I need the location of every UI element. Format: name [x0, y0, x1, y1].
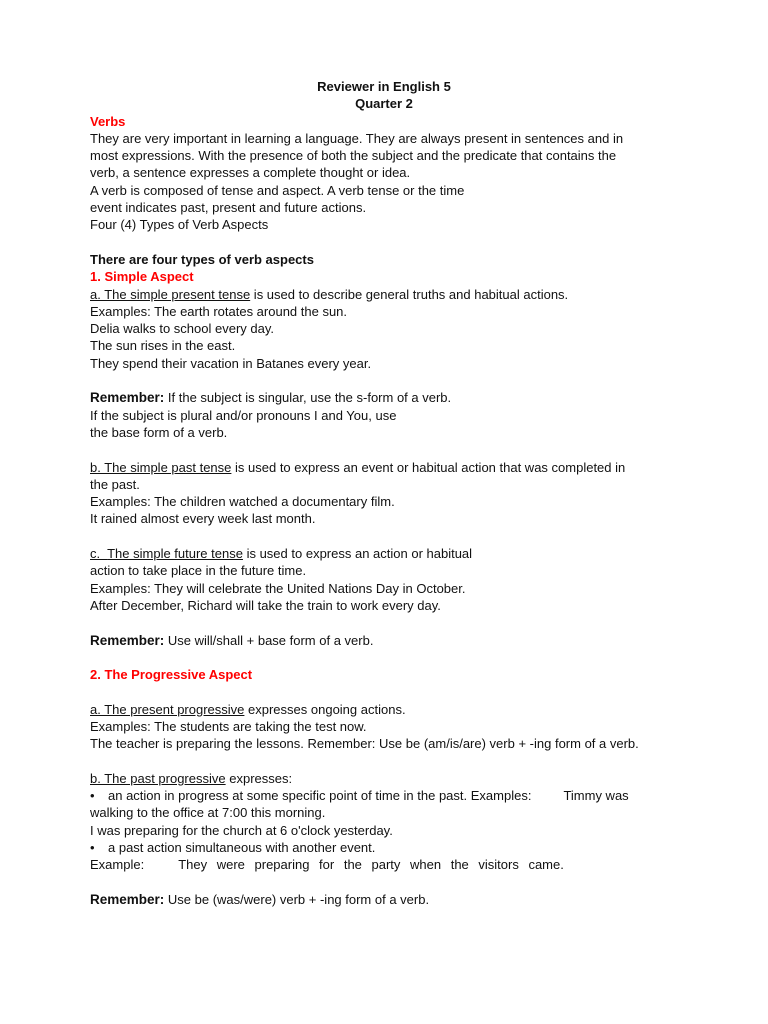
- remember-1-line-1: [90, 389, 680, 406]
- remember-2-line: [90, 632, 680, 649]
- simple-past-line: [90, 459, 680, 476]
- past-progressive-line: [90, 770, 680, 787]
- present-progressive-desc: expresses ongoing actions.: [244, 701, 406, 717]
- present-progressive-example-1: Examples: The students are taking the test now.: [90, 718, 367, 734]
- present-progressive-line: [90, 701, 680, 718]
- simple-present-term: a. The simple present tense: [90, 286, 251, 302]
- simple-past-desc: is used to express an event or habitual action that was completed in: [231, 459, 626, 475]
- past-progressive-bullet-2: [90, 839, 680, 856]
- present-progressive-term: a. The present progressive: [90, 701, 245, 717]
- four-types-heading: There are four types of verb aspects: [90, 251, 314, 267]
- remember-2-text: Use will/shall + base form of a verb.: [164, 632, 374, 648]
- simple-past-cont: the past.: [90, 476, 140, 492]
- verbs-heading: Verbs: [90, 113, 126, 129]
- past-progressive-term: b. The past progressive: [90, 770, 226, 786]
- document-title: [0, 78, 768, 113]
- simple-present-example-3: The sun rises in the east.: [90, 338, 236, 354]
- simple-future-prefix: c.: [90, 546, 108, 562]
- simple-present-desc: is used to describe general truths and habitual actions.: [250, 286, 569, 302]
- simple-aspect-heading: 1. Simple Aspect: [90, 269, 194, 285]
- verbs-intro-2: most expressions. With the presence of both the subject and the predicate that contains the: [90, 148, 617, 164]
- simple-future-line: [90, 545, 680, 562]
- past-progressive-line-3: I was preparing for the church at 6 o'clock yesterday.: [90, 822, 393, 838]
- past-progressive-bullet-1-cont: walking to the office at 7:00 this morning.: [90, 805, 326, 821]
- simple-future-cont: action to take place in the future time.: [90, 563, 307, 579]
- bullet-2-text: a past action simultaneous with another event.: [108, 840, 376, 856]
- verbs-intro-6: Four (4) Types of Verb Aspects: [90, 217, 269, 233]
- past-progressive-example: [90, 856, 680, 873]
- simple-past-term: b. The simple past tense: [90, 459, 232, 475]
- title-line-1: Reviewer in English 5: [317, 79, 451, 94]
- simple-present-example-4: They spend their vacation in Batanes every year.: [90, 355, 372, 371]
- bullet-1-text-b: Timmy was: [563, 788, 629, 804]
- example-label: Example:: [90, 857, 145, 873]
- progressive-aspect-heading: 2. The Progressive Aspect: [90, 667, 253, 683]
- remember-3-line: [90, 891, 680, 908]
- simple-future-term: The simple future tense: [107, 546, 243, 562]
- remember-1-text-1: If the subject is singular, use the s-form of a verb.: [164, 390, 452, 406]
- bullet-dot: •: [90, 788, 95, 804]
- remember-1-line-2: If the subject is plural and/or pronouns I and You, use: [90, 407, 397, 423]
- simple-future-desc: is used to express an action or habitual: [242, 546, 473, 562]
- verbs-intro-1: They are very important in learning a language. They are always present in sentences and in: [90, 130, 624, 146]
- past-progressive-desc: expresses:: [225, 770, 293, 786]
- verbs-intro-5: event indicates past, present and future actions.: [90, 200, 367, 216]
- verbs-intro-3: verb, a sentence expresses a complete thought or idea.: [90, 165, 411, 181]
- title-line-2: Quarter 2: [355, 96, 413, 112]
- remember-1-label: Remember:: [90, 390, 165, 406]
- past-progressive-bullet-1: [90, 787, 680, 804]
- simple-present-line: [90, 286, 680, 303]
- document-body: [90, 78, 680, 908]
- simple-past-example-2: It rained almost every week last month.: [90, 511, 316, 527]
- remember-3-text: Use be (was/were) verb + -ing form of a verb.: [164, 891, 430, 907]
- simple-future-example-2: After December, Richard will take the train to work every day.: [90, 597, 441, 613]
- simple-past-example-1: Examples: The children watched a documentary film.: [90, 494, 395, 510]
- remember-3-label: Remember:: [90, 891, 165, 907]
- simple-present-example-2: Delia walks to school every day.: [90, 321, 275, 337]
- example-text: They were preparing for the party when the visitors came.: [178, 857, 564, 873]
- simple-present-example-1: Examples: The earth rotates around the sun.: [90, 303, 348, 319]
- remember-2-label: Remember:: [90, 632, 165, 648]
- verbs-intro-4: A verb is composed of tense and aspect. A verb tense or the time: [90, 182, 465, 198]
- present-progressive-example-2: The teacher is preparing the lessons. Remember: Use be (am/is/are) verb + -ing form of a verb.: [90, 736, 639, 752]
- remember-1-line-3: the base form of a verb.: [90, 424, 228, 440]
- simple-future-example-1: Examples: They will celebrate the United Nations Day in October.: [90, 580, 466, 596]
- bullet-dot: •: [90, 840, 95, 856]
- bullet-1-text: an action in progress at some specific point of time in the past. Examples:: [108, 788, 532, 804]
